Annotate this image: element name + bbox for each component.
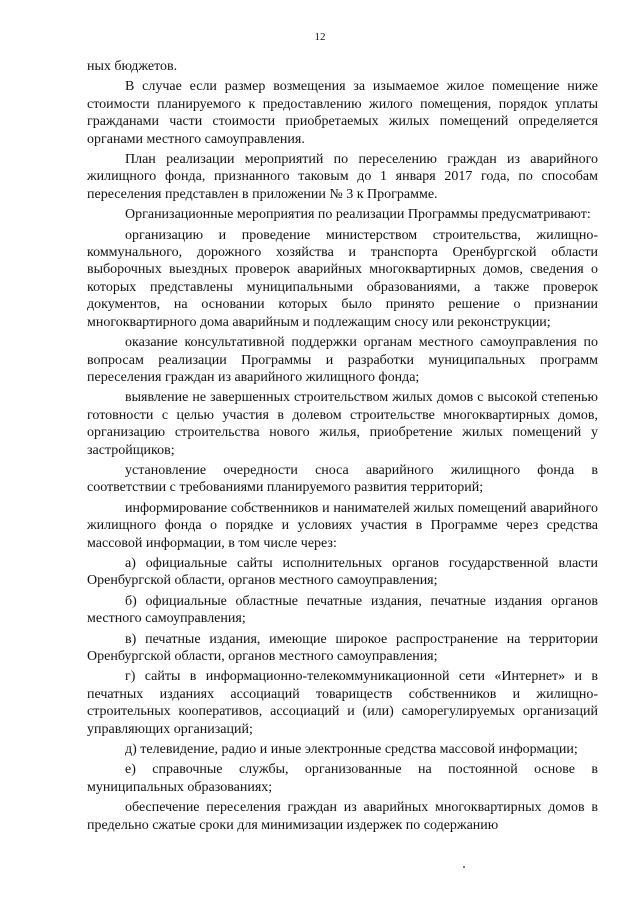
body-text <box>87 58 598 837</box>
paragraph: организацию и проведение министерством строительства, жилищно-коммунального, дорожного хозяйства и транспорта Оренбургской области выборочных выездных проверок аварийных многоквартирных домов, сведения о которых представлены муниципальными образованиями, а также проверок документов, на основании которых было принято решение о признании многоквартирного дома аварийным и подлежащим сносу или реконструкции; <box>87 227 598 330</box>
paragraph: информирование собственников и нанимателей жилых помещений аварийного жилищного фонда о порядке и условиях участия в Программе через средства массовой информации, в том числе через: <box>87 500 598 551</box>
scan-artifact-dot <box>463 866 465 868</box>
paragraph: г) сайты в информационно-телекоммуникационной сети «Интернет» и в печатных изданиях ассоциаций товариществ собственников и жилищно-строительных кооперативов, ассоциаций и (или) саморегулируемых организаций управляющих организаций; <box>87 669 598 737</box>
paragraph: в) печатные издания, имеющие широкое распространение на территории Оренбургской области, органов местного самоуправления; <box>87 631 598 664</box>
paragraph: В случае если размер возмещения за изымаемое жилое помещение ниже стоимости планируемого к предоставлению жилого помещения, порядок уплаты гражданами части стоимости приобретаемых жилых помещений определяется органами местного самоуправления. <box>87 79 598 147</box>
paragraph: ных бюджетов. <box>87 59 178 74</box>
paragraph: выявление не завершенных строительством жилых домов с высокой степенью готовности с целью участия в долевом строительстве многоквартирных домов, организацию строительства нового жилья, приобретение жилых помещений у застройщиков; <box>87 390 598 458</box>
paragraph: установление очередности сноса аварийного жилищного фонда в соответствии с требованиями планируемого развития территорий; <box>87 462 598 496</box>
paragraph: План реализации мероприятий по переселению граждан из аварийного жилищного фонда, признанного таковым до 1 января 2017 года, по способам переселения представлен в приложении № 3 к Программе. <box>87 152 598 202</box>
paragraph: Организационные мероприятия по реализации Программы предусматривают: <box>125 207 591 223</box>
paragraph: д) телевидение, радио и иные электронные средства массовой информации; <box>125 742 578 758</box>
paragraph: оказание консультативной поддержки органам местного самоуправления по вопросам реализации Программы и разработки муниципальных программ переселения граждан из аварийного жилищного фонда; <box>87 335 598 385</box>
paragraph: обеспечение переселения граждан из аварийных многоквартирных домов в предельно сжатые сроки для минимизации издержек по содержанию <box>87 800 598 833</box>
paragraph: б) официальные областные печатные издания, печатные издания органов местного самоуправления; <box>87 593 598 627</box>
paragraph: е) справочные службы, организованные на постоянной основе в муниципальных образованиях; <box>87 762 598 795</box>
page-number: 12 <box>314 31 326 43</box>
paragraph: а) официальные сайты исполнительных органов государственной власти Оренбургской области, органов местного самоуправления; <box>87 555 598 589</box>
